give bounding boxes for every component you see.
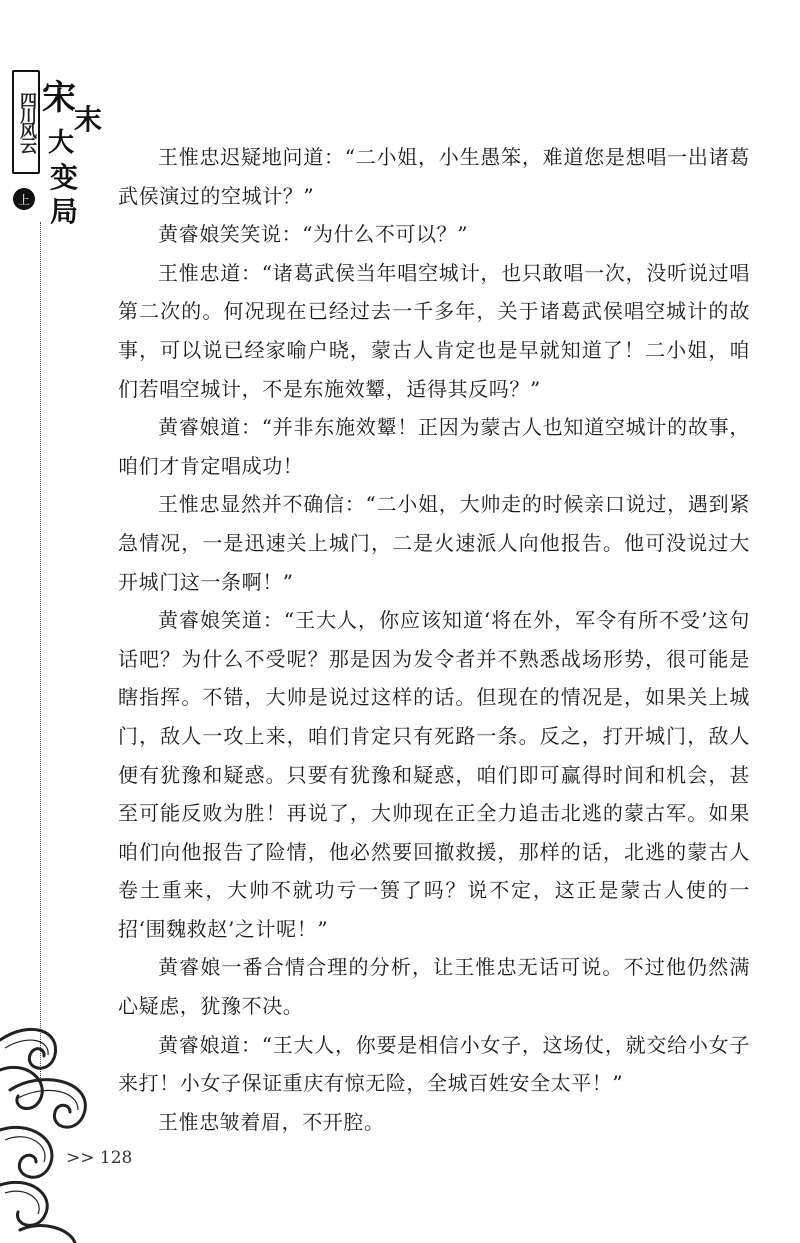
paragraph: 王惟忠迟疑地问道：“二小姐，小生愚笨，难道您是想唱一出诸葛武侯演过的空城计？” — [118, 145, 750, 208]
title-char: 局 — [50, 195, 79, 228]
volume-badge: 上 — [13, 188, 35, 210]
cloud-ornament-icon — [0, 1000, 110, 1243]
paragraph: 王惟忠皱着眉，不开腔。 — [158, 1109, 385, 1134]
paragraph: 黄睿娘道：“并非东施效颦！正因为蒙古人也知道空城计的故事，咱们才肯定唱成功！ — [118, 415, 750, 478]
book-title-column — [10, 62, 105, 228]
paragraph: 黄睿娘一番合情合理的分析，让王惟忠无话可说。不过他仍然满心疑虑，犹豫不决。 — [118, 955, 750, 1019]
page-body — [118, 138, 750, 1141]
title-char: 宋 — [42, 78, 76, 118]
paragraph: 黄睿娘笑道：“王大人，你应该知道‘将在外，军令有所不受’这句话吧？为什么不受呢？那是因为发令者并不熟悉战场形势，很可能是瞎指挥。不错，大帅是说过这样的话。但现在的情况是，如果关上城门，敌人一攻上来，咱们肯定只有死路一条。反之，打开城门，敌人便有犹豫和疑惑。只要有犹豫和疑惑，咱们即可赢得时间和机会，甚至可能反败为胜！再说了，大帅现在正全力追击北逃的蒙古军。如果咱们向他报告了险情，他必然要回撤救援，那样的话，北逃的蒙古人卷土重来，大帅不就功亏一篑了吗？说不定，这正是蒙古人使的一招‘围魏救赵’之计呢！” — [118, 608, 750, 941]
page-number: >> 128 — [66, 1148, 133, 1168]
paragraph: 黄睿娘笑笑说：“为什么不可以？” — [158, 222, 469, 247]
series-tag: 四川风云 — [12, 70, 40, 174]
paragraph: 黄睿娘道：“王大人，你要是相信小女子，这场仗，就交给小女子来打！小女子保证重庆有惊无险，全城百姓安全太平！” — [118, 1032, 750, 1096]
margin-dotted-line — [40, 222, 41, 1082]
title-char: 变 — [50, 161, 79, 194]
title-char: 大 — [48, 128, 75, 158]
paragraph: 王惟忠显然并不确信：“二小姐，大帅走的时候亲口说过，遇到紧急情况，一是迅速关上城门，二是火速派人向他报告。他可没说过大开城门这一条啊！” — [118, 492, 750, 594]
title-char: 末 — [74, 103, 103, 136]
paragraph: 王惟忠道：“诸葛武侯当年唱空城计，也只敢唱一次，没听说过唱第二次的。何况现在已经过去一千多年，关于诸葛武侯唱空城计的故事，可以说已经家喻户晓，蒙古人肯定也是早就知道了！二小姐，咱们若唱空城计，不是东施效颦，适得其反吗？” — [118, 260, 750, 401]
